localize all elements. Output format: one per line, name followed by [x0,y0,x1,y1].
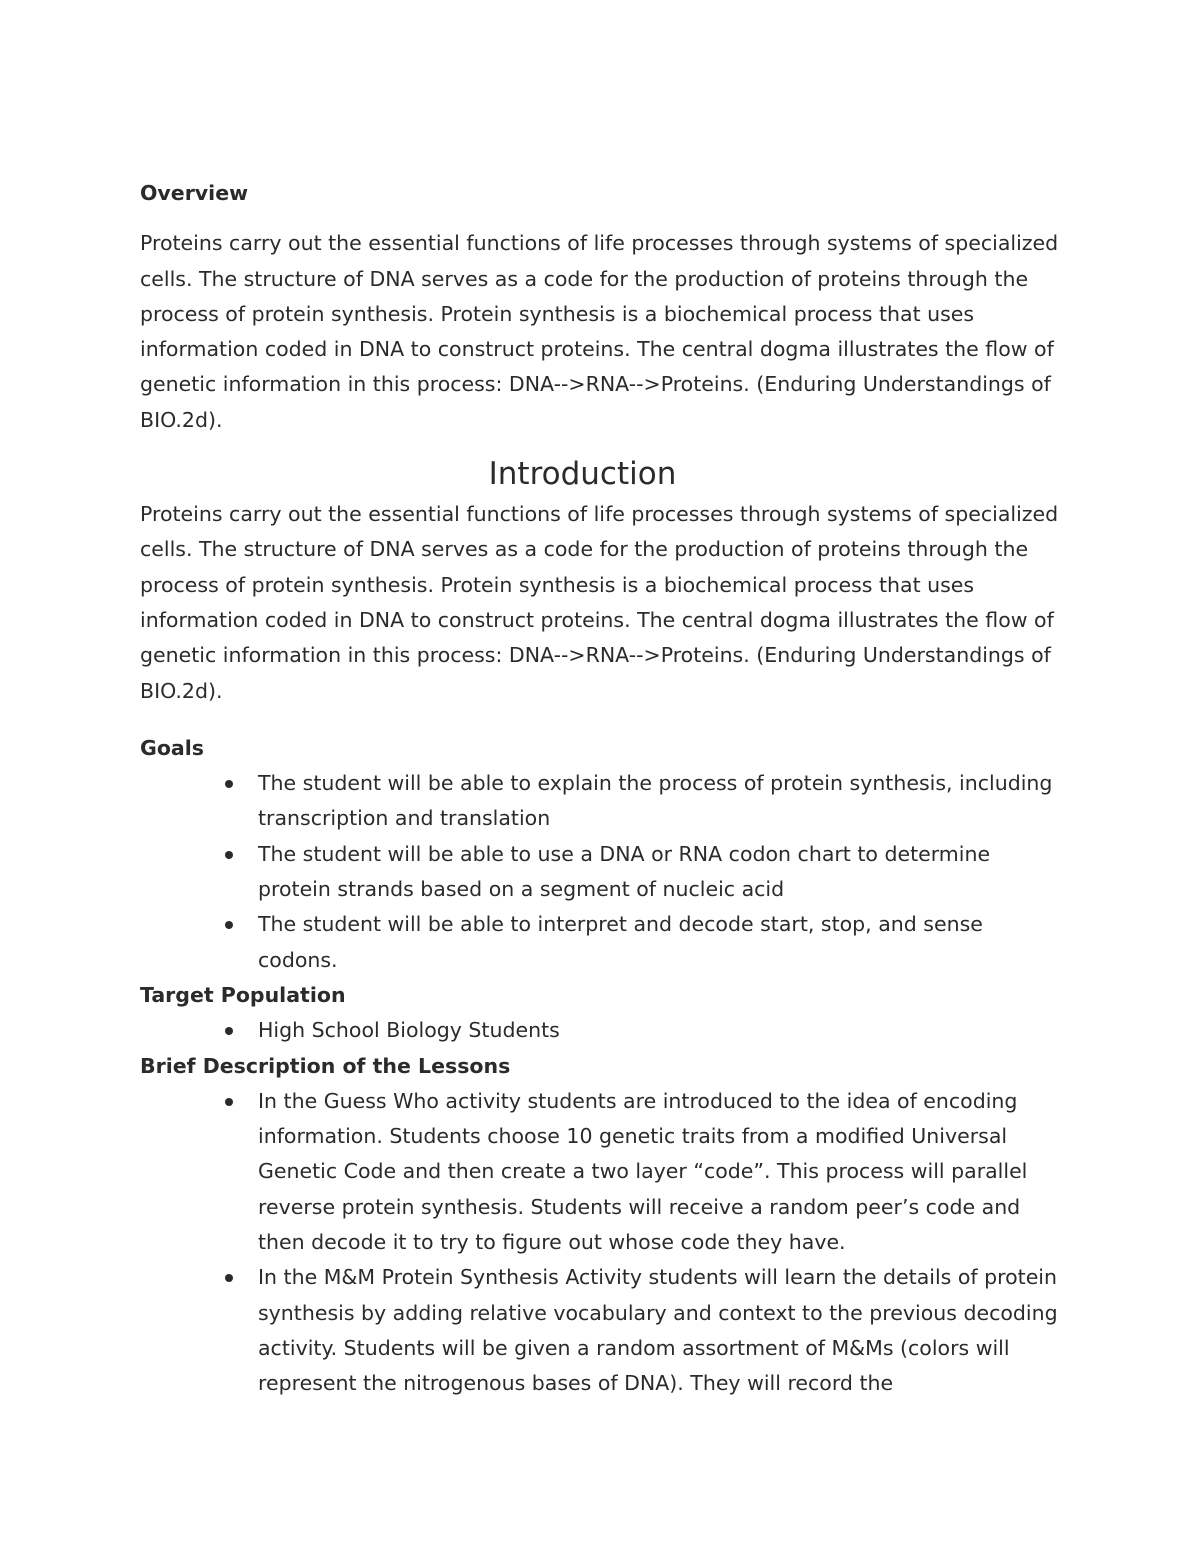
bullet-icon [225,1098,233,1106]
brief-description-list-item [258,1084,1065,1260]
brief-description-heading: Brief Description of the Lessons [140,1053,511,1078]
brief-description-item-text: In the M&M Protein Synthesis Activity students will learn the details of protein synthesis by adding relative vocabulary and context to the previous decoding activity. Students will be given a random assortment of M&Ms (colors will represent the nitrogenous bases of DNA). They will record the [258,1265,1058,1396]
overview-heading: Overview [140,181,249,205]
bullet-icon [225,921,233,929]
target-population-heading: Target Population [140,982,346,1007]
goals-list-item [258,837,1065,908]
bullet-icon [225,780,233,788]
goals-heading: Goals [140,735,204,760]
goals-item-text: The student will be able to explain the process of protein synthesis, including transcription and translation [258,771,1053,831]
document-page [140,176,1065,1402]
target-population-item-text: High School Biology Students [258,1018,560,1043]
goals-item-text: The student will be able to use a DNA or RNA codon chart to determine protein strands based on a segment of nucleic acid [258,841,991,902]
introduction-paragraph: Proteins carry out the essential functions of life processes through systems of specialized cells. The structure of DNA serves as a code for the production of proteins through the process of protein synthesis. Protein synthesis is a biochemical process that uses information coded in DNA to construct proteins. The central dogma illustrates the flow of genetic information in this process: DNA-->RNA-->Proteins. (Enduring Understandings of BIO.2d). [140,502,1059,703]
bullet-icon [225,1027,233,1035]
target-population-list-item [258,1013,1065,1048]
brief-description-list [140,1084,1065,1402]
goals-list [140,766,1065,978]
goals-list-item [258,766,1065,837]
bullet-icon [225,1274,233,1282]
brief-description-item-text: In the Guess Who activity students are introduced to the idea of encoding information. Students choose 10 genetic traits from a modified Universal Genetic Code and then create a two layer “code”. This process will parallel reverse protein synthesis. Students will receive a random peer’s code and then decode it to try to figure out whose code they have. [258,1088,1028,1255]
bullet-icon [225,851,233,859]
introduction-title: Introduction [488,456,677,493]
target-population-list [140,1013,1065,1048]
overview-paragraph: Proteins carry out the essential functions of life processes through systems of specialized cells. The structure of DNA serves as a code for the production of proteins through the process of protein synthesis. Protein synthesis is a biochemical process that uses information coded in DNA to construct proteins. The central dogma illustrates the flow of genetic information in this process: DNA-->RNA-->Proteins. (Enduring Understandings of BIO.2d). [140,231,1059,432]
goals-list-item [258,907,1065,978]
brief-description-list-item [258,1260,1065,1401]
goals-item-text: The student will be able to interpret and decode start, stop, and sense codons. [258,912,983,972]
